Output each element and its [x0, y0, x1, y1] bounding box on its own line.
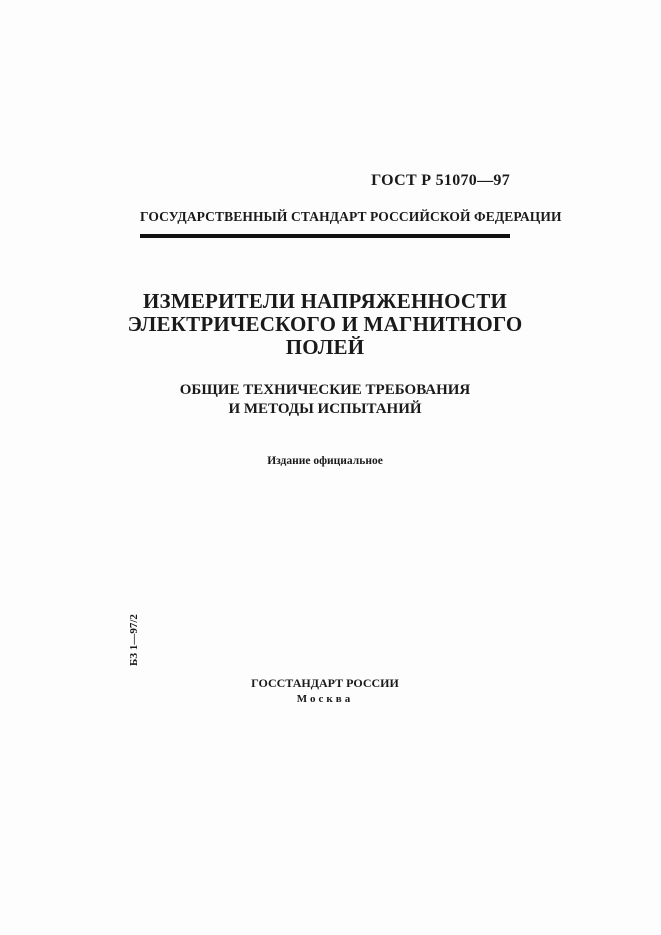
title-line: ПОЛЕЙ — [285, 335, 365, 359]
edition-label: Издание официальное — [267, 455, 383, 467]
publisher-name: ГОССТАНДАРТ РОССИИ — [251, 676, 399, 690]
header-divider — [140, 234, 510, 238]
issuing-authority: ГОСУДАРСТВЕННЫЙ СТАНДАРТ РОССИЙСКОЙ ФЕДЕРАЦИИ — [140, 209, 562, 224]
subtitle-line: ОБЩИЕ ТЕХНИЧЕСКИЕ ТРЕБОВАНИЯ — [179, 382, 471, 398]
document-title — [120, 290, 530, 359]
publisher-city: Москва — [296, 693, 354, 705]
document-subtitle — [120, 381, 530, 419]
subtitle-line: И МЕТОДЫ ИСПЫТАНИЙ — [228, 401, 422, 417]
standard-number: ГОСТ Р 51070—97 — [371, 172, 510, 189]
side-catalog-code: БЗ 1—97/2 — [128, 614, 140, 666]
title-line: ИЗМЕРИТЕЛИ НАПРЯЖЕННОСТИ — [143, 289, 507, 313]
title-line: ЭЛЕКТРИЧЕСКОГО И МАГНИТНОГО — [127, 312, 523, 336]
